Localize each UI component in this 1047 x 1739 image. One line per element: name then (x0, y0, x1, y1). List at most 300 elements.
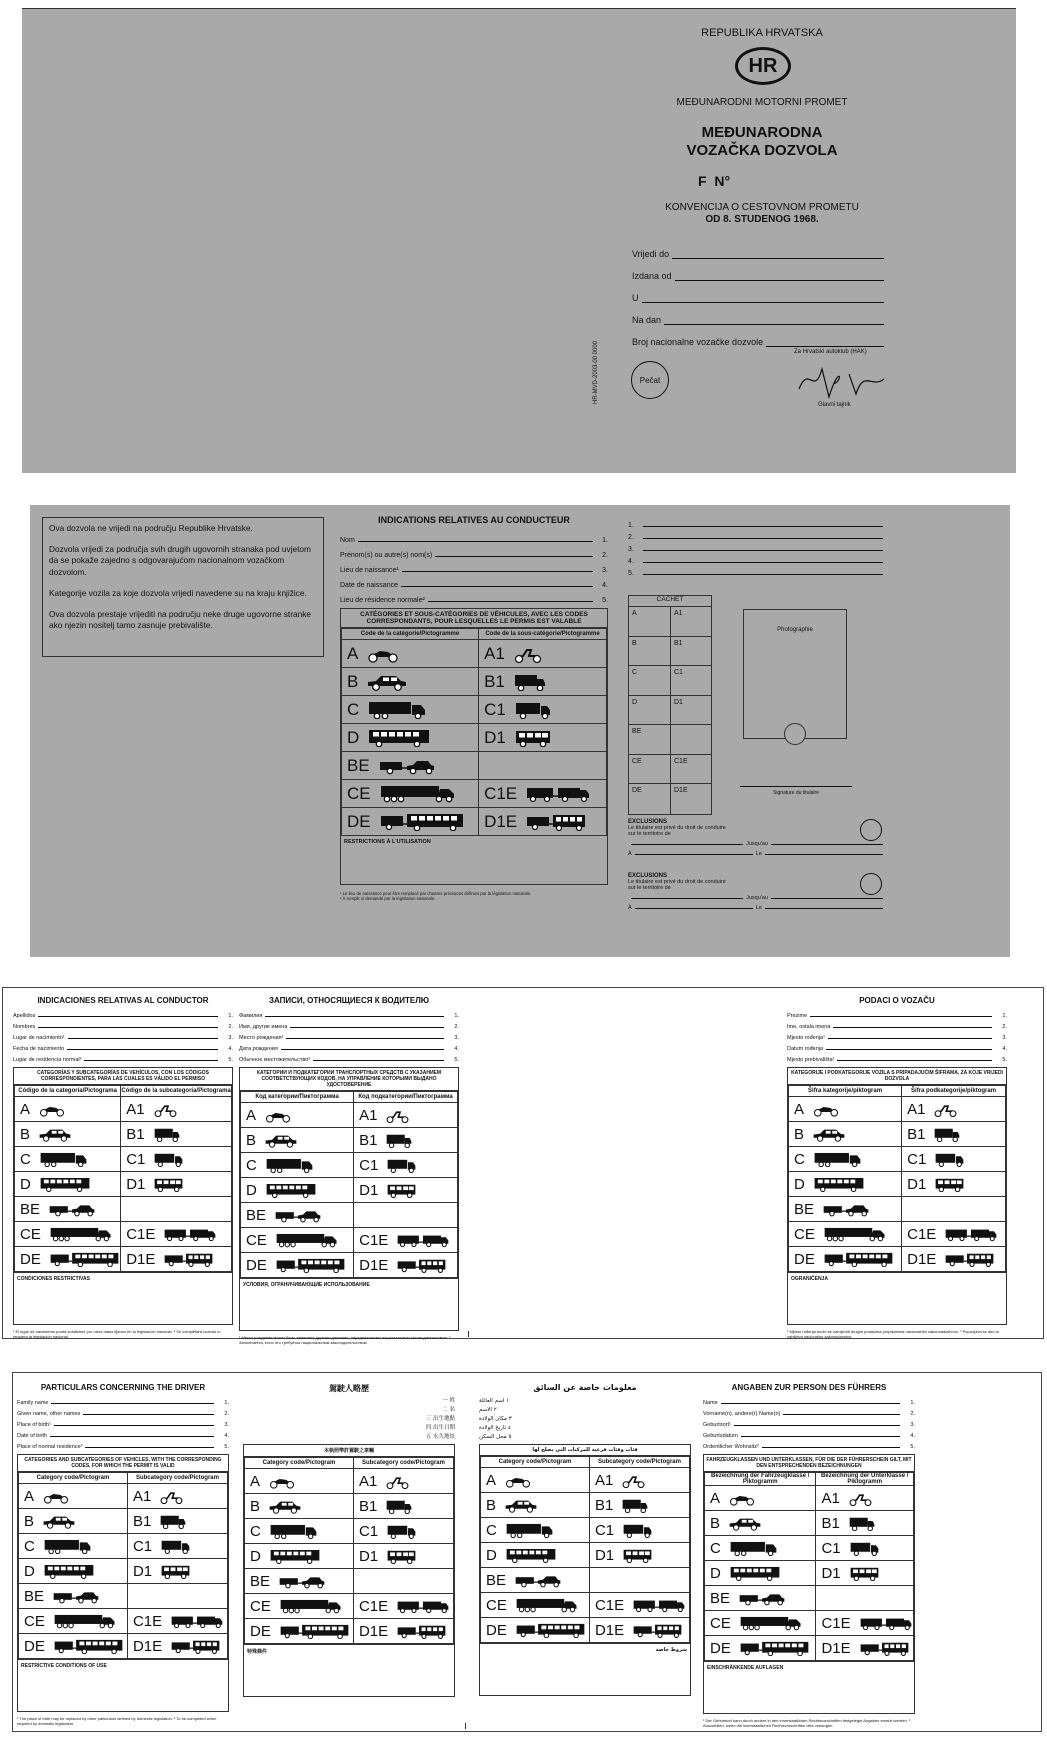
sub-category-cell (816, 1486, 914, 1511)
vehicle-pictogram-icon (386, 1183, 417, 1198)
zh-category-title: 本執照準許駕駛之車輛 (244, 1445, 454, 1457)
category-code: C (486, 1521, 497, 1539)
category-code: DE (347, 811, 371, 831)
sub-category-cell (589, 1543, 689, 1568)
main-category-cell (342, 668, 479, 696)
stamp-category: CE (629, 755, 671, 784)
sub-category-cell (121, 1122, 232, 1147)
category-row (789, 1197, 1006, 1222)
vehicle-pictogram-icon (265, 1158, 314, 1173)
ru-fields (239, 1008, 459, 1063)
ar-field: ٥ محل السكن (479, 1434, 512, 1440)
hr-title: PODACI O VOZAČU (859, 996, 935, 1005)
category-row (789, 1147, 1006, 1172)
vehicle-pictogram-icon (505, 1548, 557, 1563)
category-code: CE (246, 1231, 267, 1249)
exclusion-stamp-circle (860, 819, 882, 841)
en-restrictions: RESTRICTIVE CONDITIONS OF USE (18, 1659, 228, 1711)
vehicle-pictogram-icon (739, 1616, 803, 1631)
category-code: BE (347, 755, 370, 775)
sub-category-cell (902, 1097, 1006, 1122)
main-category-cell (705, 1611, 816, 1636)
vehicle-pictogram-icon (729, 1541, 778, 1556)
category-row (705, 1636, 914, 1661)
subcategory-code: B1 (359, 1131, 378, 1149)
hr-col1: Šifra kategorije/piktogram (789, 1086, 902, 1097)
issuer-label: Za Hrvatski autoklub (HAK) (794, 349, 867, 355)
main-category-cell (342, 640, 479, 668)
vehicle-pictogram-icon (848, 1516, 876, 1531)
sub-category-cell (816, 1511, 914, 1536)
category-row (241, 1253, 458, 1278)
de-category-title: FAHRZEUGKLASSEN UND UNTERKLASSEN, FÜR DIE DER FÜHRERSCHEIN GILT, MIT DEN ENTSPRECHENDEN BEZEICHNUNGEN (704, 1455, 914, 1472)
vehicle-pictogram-icon (505, 1523, 554, 1538)
fr-category-title: CATÉGORIES ET SOUS-CATÉGORIES DE VÉHICULES, AVEC LES CODES CORRESPONDANTS, POUR LESQUELLES LE PERMIS EST VALABLE (341, 609, 607, 628)
vehicle-pictogram-icon (622, 1523, 653, 1538)
category-row (789, 1097, 1006, 1122)
fr-field: Lieu de résidence normale² 5. (340, 597, 608, 604)
stamp-category: C (629, 666, 671, 695)
vehicle-pictogram-icon (159, 1489, 184, 1504)
sub-category-cell (589, 1618, 689, 1643)
category-row (481, 1493, 690, 1518)
sub-category-cell (479, 668, 607, 696)
category-row (241, 1228, 458, 1253)
zh-column (243, 1383, 455, 1697)
es-col2: Código de la subcategoría/Pictograma (121, 1086, 232, 1097)
category-row (705, 1536, 914, 1561)
subcategory-code: A1 (359, 1106, 378, 1124)
vehicle-pictogram-icon (515, 1598, 579, 1613)
de-fields (703, 1395, 915, 1450)
de-field: Ordentlicher Wohnsitz² 5. (703, 1444, 915, 1450)
subcategory-code: C1E (359, 1231, 389, 1249)
category-code: A (246, 1106, 257, 1124)
sub-category-cell (902, 1147, 1006, 1172)
vehicle-pictogram-icon (632, 1598, 686, 1613)
main-category-cell (789, 1097, 902, 1122)
main-category-cell (342, 724, 479, 752)
right-number-lines (628, 517, 886, 577)
category-code: D (250, 1547, 261, 1565)
category-row (15, 1147, 232, 1172)
convention-line-1: KONVENCIJA O CESTOVNOM PROMETU (665, 202, 859, 213)
vehicle-pictogram-icon (812, 1102, 840, 1117)
vehicle-pictogram-icon (622, 1548, 653, 1563)
zh-category-box (243, 1444, 455, 1697)
sub-category-cell (354, 1203, 458, 1228)
es-fields (13, 1008, 233, 1063)
category-code: B (24, 1512, 35, 1530)
vehicle-pictogram-icon (39, 1152, 88, 1167)
category-code: C (710, 1539, 721, 1557)
main-category-cell (245, 1569, 354, 1594)
vehicle-pictogram-icon (385, 1133, 413, 1148)
sub-category-cell (121, 1097, 232, 1122)
subcategory-code: A1 (358, 1472, 378, 1490)
vehicle-pictogram-icon (278, 1574, 326, 1589)
category-row (241, 1128, 458, 1153)
stamp-row (629, 607, 711, 637)
category-code: BE (794, 1200, 815, 1218)
de-col1: Bezeichnung der Fahrzeugklasse / Piktogramm (705, 1473, 816, 1486)
category-row (705, 1586, 914, 1611)
main-category-cell (15, 1222, 121, 1247)
vehicle-pictogram-icon (823, 1252, 894, 1267)
stamp-subcategory: B1 (674, 639, 683, 647)
subcategory-code: D1E (132, 1637, 163, 1655)
vehicle-pictogram-icon (275, 1258, 346, 1273)
zh-title: 駕駛人略歷 (329, 1384, 369, 1393)
exclusion-block-2: EXCLUSIONS Le titulaire est privé du droit de conduire sur le territoire de Jusqu'au À Le (628, 873, 886, 911)
sub-category-cell (127, 1559, 227, 1584)
category-row (342, 724, 607, 752)
vehicle-pictogram-icon (153, 1177, 184, 1192)
category-code: A (24, 1487, 35, 1505)
main-category-cell (15, 1247, 121, 1272)
category-row (245, 1519, 454, 1544)
sub-category-cell (589, 1568, 689, 1593)
category-row (19, 1584, 228, 1609)
subcategory-code: C1 (594, 1521, 615, 1539)
ar-col2: Subcategory code/Pictogram (589, 1457, 689, 1468)
category-code: B (794, 1125, 805, 1143)
vehicle-pictogram-icon (525, 813, 587, 831)
hr-category-box (787, 1067, 1007, 1325)
category-code: CE (710, 1614, 731, 1632)
subcategory-code: C1E (484, 783, 518, 803)
vehicle-pictogram-icon (396, 1599, 450, 1614)
vehicle-pictogram-icon (269, 1524, 318, 1539)
category-code: DE (486, 1621, 507, 1639)
vehicle-pictogram-icon (42, 1514, 76, 1529)
sub-category-cell (816, 1611, 914, 1636)
de-restrictions: EINSCHRÄNKENDE AUFLAGEN (704, 1661, 914, 1713)
main-category-cell (245, 1619, 354, 1644)
exclusion-text: Le titulaire est privé du droit de conduire sur le territoire de (628, 825, 726, 837)
main-category-cell (705, 1511, 816, 1536)
zh-field: 三 出生地點 (425, 1416, 455, 1422)
category-row (241, 1203, 458, 1228)
category-row (342, 640, 607, 668)
pages-en-zh-ar-de (12, 1372, 1042, 1732)
sub-category-cell (816, 1586, 914, 1611)
sub-category-cell (127, 1584, 227, 1609)
field-issued-by: Izdana od (632, 271, 884, 281)
vehicle-pictogram-icon (379, 813, 465, 831)
category-code: DE (710, 1639, 731, 1657)
notice-p1: Ova dozvola ne vrijedi na području Republike Hrvatske. (49, 523, 253, 533)
subcategory-code: C1E (821, 1614, 851, 1632)
category-code: D (486, 1546, 497, 1564)
category-row (342, 808, 607, 836)
category-code: A (250, 1472, 261, 1490)
es-col1: Código de la categoría/Pictograma (15, 1086, 121, 1097)
stamp-category: DE (629, 784, 671, 814)
vehicle-pictogram-icon (729, 1566, 781, 1581)
stamp-row (629, 637, 711, 667)
vehicle-pictogram-icon (159, 1514, 187, 1529)
ar-field: ٣ مكان الولادة (479, 1416, 512, 1422)
category-code: B (20, 1125, 31, 1143)
subcategory-code: C1 (484, 699, 506, 719)
subcategory-code: A1 (126, 1100, 145, 1118)
subcategory-code: B1 (484, 671, 505, 691)
main-category-cell (481, 1568, 590, 1593)
category-code: BE (250, 1572, 271, 1590)
main-category-cell (789, 1247, 902, 1272)
fr-field: Nom 1. (340, 537, 608, 544)
subcategory-code: B1 (132, 1512, 152, 1530)
category-code: C (246, 1156, 257, 1174)
number-line: 2. (628, 529, 886, 541)
vehicle-pictogram-icon (525, 785, 591, 803)
category-code: DE (250, 1622, 271, 1640)
sub-category-cell (902, 1197, 1006, 1222)
category-row (245, 1569, 454, 1594)
en-field: Place of normal residence² 5. (17, 1444, 229, 1450)
vehicle-pictogram-icon (153, 1152, 184, 1167)
main-category-cell (481, 1518, 590, 1543)
de-col2: Bezeichnung der Unterklasse / Piktogramm (816, 1473, 914, 1486)
zh-col2: Subcategory code/Pictogram (353, 1458, 453, 1469)
cachet-label: CACHET (629, 596, 711, 607)
vehicle-pictogram-icon (513, 673, 547, 691)
subcategory-code: D1E (359, 1256, 389, 1274)
category-code: CE (794, 1225, 815, 1243)
hr-category-title: KATEGORIJE I PODKATEGORIJE VOZILA S PRIPADAJUĆIM ŠIFRAMA, ZA KOJE VRIJEDI DOZVOLA (788, 1068, 1006, 1085)
sub-category-cell (816, 1636, 914, 1661)
subcategory-code: D1 (821, 1564, 841, 1582)
category-row (789, 1222, 1006, 1247)
vehicle-pictogram-icon (366, 645, 400, 663)
category-code: C (20, 1150, 31, 1168)
category-row (481, 1468, 690, 1493)
category-row (245, 1544, 454, 1569)
subcategory-code: D1E (484, 811, 518, 831)
traffic-heading: MEĐUNARODNI MOTORNI PROMET (676, 97, 848, 108)
subcategory-code: D1E (821, 1639, 851, 1657)
en-field: Place of birth¹ 3. (17, 1422, 229, 1428)
sub-category-cell (902, 1247, 1006, 1272)
category-row (19, 1634, 228, 1659)
main-category-cell (245, 1519, 354, 1544)
sub-category-cell (353, 1494, 453, 1519)
es-column (13, 996, 233, 1339)
subcategory-code: C1 (821, 1539, 841, 1557)
photo-label: Photographie (777, 627, 813, 633)
main-category-cell (245, 1594, 354, 1619)
sub-category-cell (479, 640, 607, 668)
main-category-cell (241, 1128, 354, 1153)
category-code: C (24, 1537, 35, 1555)
category-code: A (20, 1100, 31, 1118)
subcategory-code: C1E (907, 1225, 937, 1243)
sub-category-cell (902, 1172, 1006, 1197)
vehicle-pictogram-icon (385, 1474, 410, 1489)
vehicle-pictogram-icon (274, 1208, 322, 1223)
stamp-category: D (629, 696, 671, 725)
subcategory-code: D1 (358, 1547, 379, 1565)
subcategory-code: A1 (484, 643, 505, 663)
main-category-cell (705, 1586, 816, 1611)
field-national-licence-number: Broj nacionalne vozačke dozvole (632, 337, 884, 347)
hr-field: Ime, ostala imena 2. (787, 1024, 1007, 1030)
ar-category-title: فئات وفئات فرعية للمركبات التي يصلح لها (480, 1445, 690, 1456)
sub-category-cell (902, 1122, 1006, 1147)
vehicle-pictogram-icon (43, 1564, 95, 1579)
category-row (481, 1568, 690, 1593)
ar-col1: Category code/Pictogram (481, 1457, 590, 1468)
field-valid-until: Vrijedi do (632, 249, 884, 259)
hr-restrictions: OGRANIČENJA (788, 1272, 1006, 1324)
vehicle-pictogram-icon (812, 1127, 846, 1142)
category-code: A (794, 1100, 805, 1118)
vehicle-pictogram-icon (632, 1623, 683, 1638)
subcategory-code: D1E (907, 1250, 937, 1268)
main-category-cell (19, 1484, 128, 1509)
vehicle-pictogram-icon (170, 1614, 224, 1629)
vehicle-pictogram-icon (42, 1489, 70, 1504)
category-row (342, 752, 607, 780)
subcategory-code: D1 (132, 1562, 153, 1580)
ru-col1: Код категории/Пиктограмма (241, 1092, 354, 1103)
category-row (15, 1197, 232, 1222)
fr-field: Date de naissance 4. (340, 582, 608, 589)
es-restrictions: CONDICIONES RESTRICTIVAS (14, 1272, 232, 1324)
title-line-1: MEĐUNARODNA (701, 124, 823, 141)
zh-col1: Category code/Pictogram (245, 1458, 354, 1469)
en-fields (17, 1395, 229, 1450)
subcategory-code: D1 (907, 1175, 927, 1193)
category-row (342, 668, 607, 696)
vehicle-pictogram-icon (738, 1591, 786, 1606)
vehicle-pictogram-icon (279, 1624, 350, 1639)
sub-category-cell (479, 780, 607, 808)
subcategory-code: D1E (358, 1622, 389, 1640)
vehicle-pictogram-icon (53, 1639, 124, 1654)
hr-column (787, 996, 1007, 1339)
de-category-box (703, 1454, 915, 1714)
subcategory-code: A1 (821, 1489, 840, 1507)
subcategory-code: D1 (594, 1546, 615, 1564)
zh-restrictions: 特殊條件 (244, 1644, 454, 1696)
category-row (15, 1172, 232, 1197)
es-category-table (14, 1085, 232, 1272)
en-field: Date of birth 4. (17, 1433, 229, 1439)
category-code: B (710, 1514, 721, 1532)
sub-category-cell (354, 1178, 458, 1203)
subcategory-code: A1 (907, 1100, 926, 1118)
vehicle-pictogram-icon (621, 1498, 649, 1513)
main-category-cell (15, 1147, 121, 1172)
category-row (245, 1619, 454, 1644)
hr-field: Datum rođenja 4. (787, 1046, 1007, 1052)
vehicle-pictogram-icon (268, 1499, 302, 1514)
country-name: REPUBLIKA HRVATSKA (701, 27, 823, 39)
sub-category-cell (479, 752, 607, 780)
stamp-subcategory: C1E (674, 757, 688, 765)
hr-field: Mjesto prebivališta² 5. (787, 1057, 1007, 1063)
ru-field: Фамилия 1. (239, 1013, 459, 1019)
zh-category-table (244, 1457, 454, 1644)
stamp-subcategory: A1 (674, 610, 683, 617)
category-row (19, 1534, 228, 1559)
category-row (705, 1611, 914, 1636)
zh-field: 五 永久地址 (425, 1434, 455, 1440)
subcategory-code: B1 (594, 1496, 614, 1514)
category-row (481, 1618, 690, 1643)
category-code: CE (250, 1597, 271, 1615)
vehicle-pictogram-icon (396, 1233, 450, 1248)
sub-category-cell (816, 1561, 914, 1586)
category-row (241, 1153, 458, 1178)
page-fold-mark (465, 1723, 466, 1729)
inside-panel (30, 505, 1010, 957)
en-footnote: ¹ The place of birth may be replaced by other particulars defined by domestic legislation. ² To be completed when required by domestic legislation. (17, 1716, 217, 1726)
es-field: Apellidos 1. (13, 1013, 233, 1019)
ar-column (479, 1383, 691, 1696)
en-title: PARTICULARS CONCERNING THE DRIVER (40, 1383, 206, 1392)
category-code: B (347, 671, 359, 691)
es-field: Lugar de residencia normal² 5. (13, 1057, 233, 1063)
sub-category-cell (121, 1222, 232, 1247)
exclusion-title: EXCLUSIONS (628, 819, 668, 825)
ru-restrictions: УСЛОВИЯ, ОГРАНИЧИВАЮЩИЕ ИСПОЛЬЗОВАНИЕ (240, 1278, 458, 1330)
vehicle-pictogram-icon (366, 673, 408, 691)
fr-footnote-2: ² À remplir si demandé par la législation nationale. (340, 896, 436, 901)
category-code: CE (24, 1612, 45, 1630)
category-row (245, 1494, 454, 1519)
category-code: B (250, 1497, 261, 1515)
signature-line (740, 786, 852, 787)
vehicle-pictogram-icon (934, 1177, 965, 1192)
sub-category-cell (354, 1228, 458, 1253)
category-row (15, 1247, 232, 1272)
vehicle-pictogram-icon (386, 1524, 417, 1539)
main-category-cell (705, 1486, 816, 1511)
category-row (481, 1518, 690, 1543)
category-code: BE (24, 1587, 45, 1605)
number-line: 1. (628, 517, 886, 529)
ru-col2: Код подкатегории/Пиктограмма (354, 1092, 458, 1103)
vehicle-pictogram-icon (49, 1252, 120, 1267)
stamp-subcategory: C1 (674, 669, 683, 676)
es-footnote: ¹ El lugar de nacimiento podrá sustituirse por otros datos fijados en la legislación nacional. ² Se completará cuando lo requiera la legislación nacional. (13, 1329, 221, 1339)
vehicle-pictogram-icon (385, 1108, 410, 1123)
main-category-cell (245, 1544, 354, 1569)
vehicle-pictogram-icon (514, 1573, 562, 1588)
category-row (241, 1103, 458, 1128)
de-field: Geburtsort¹ 3. (703, 1422, 915, 1428)
signature-mark (794, 359, 889, 401)
main-category-cell (481, 1593, 590, 1618)
stamp-subcategory: D1E (674, 787, 688, 794)
vehicle-pictogram-icon (859, 1616, 913, 1631)
category-code: D (246, 1181, 257, 1199)
en-col2: Subcategory code/Pictogram (127, 1473, 227, 1484)
subcategory-code: C1 (907, 1150, 927, 1168)
cover-panel (22, 8, 1016, 473)
main-category-cell (241, 1203, 354, 1228)
de-title: ANGABEN ZUR PERSON DES FÜHRERS (731, 1383, 887, 1392)
en-col1: Category code/Pictogram (19, 1473, 128, 1484)
fr-field: Lieu de naissance¹ 3. (340, 567, 608, 574)
hr-footnote: ¹ Mjesto rođenja može se zamijeniti drugim podacima propisanima nacionalnim zakonodavstvom. ² Popunjava se ako to zahtijeva nacionalno zakonodavstvo. (787, 1329, 999, 1339)
category-row (342, 780, 607, 808)
subcategory-code: C1 (358, 1522, 379, 1540)
en-field: Given name, other names 2. (17, 1411, 229, 1417)
